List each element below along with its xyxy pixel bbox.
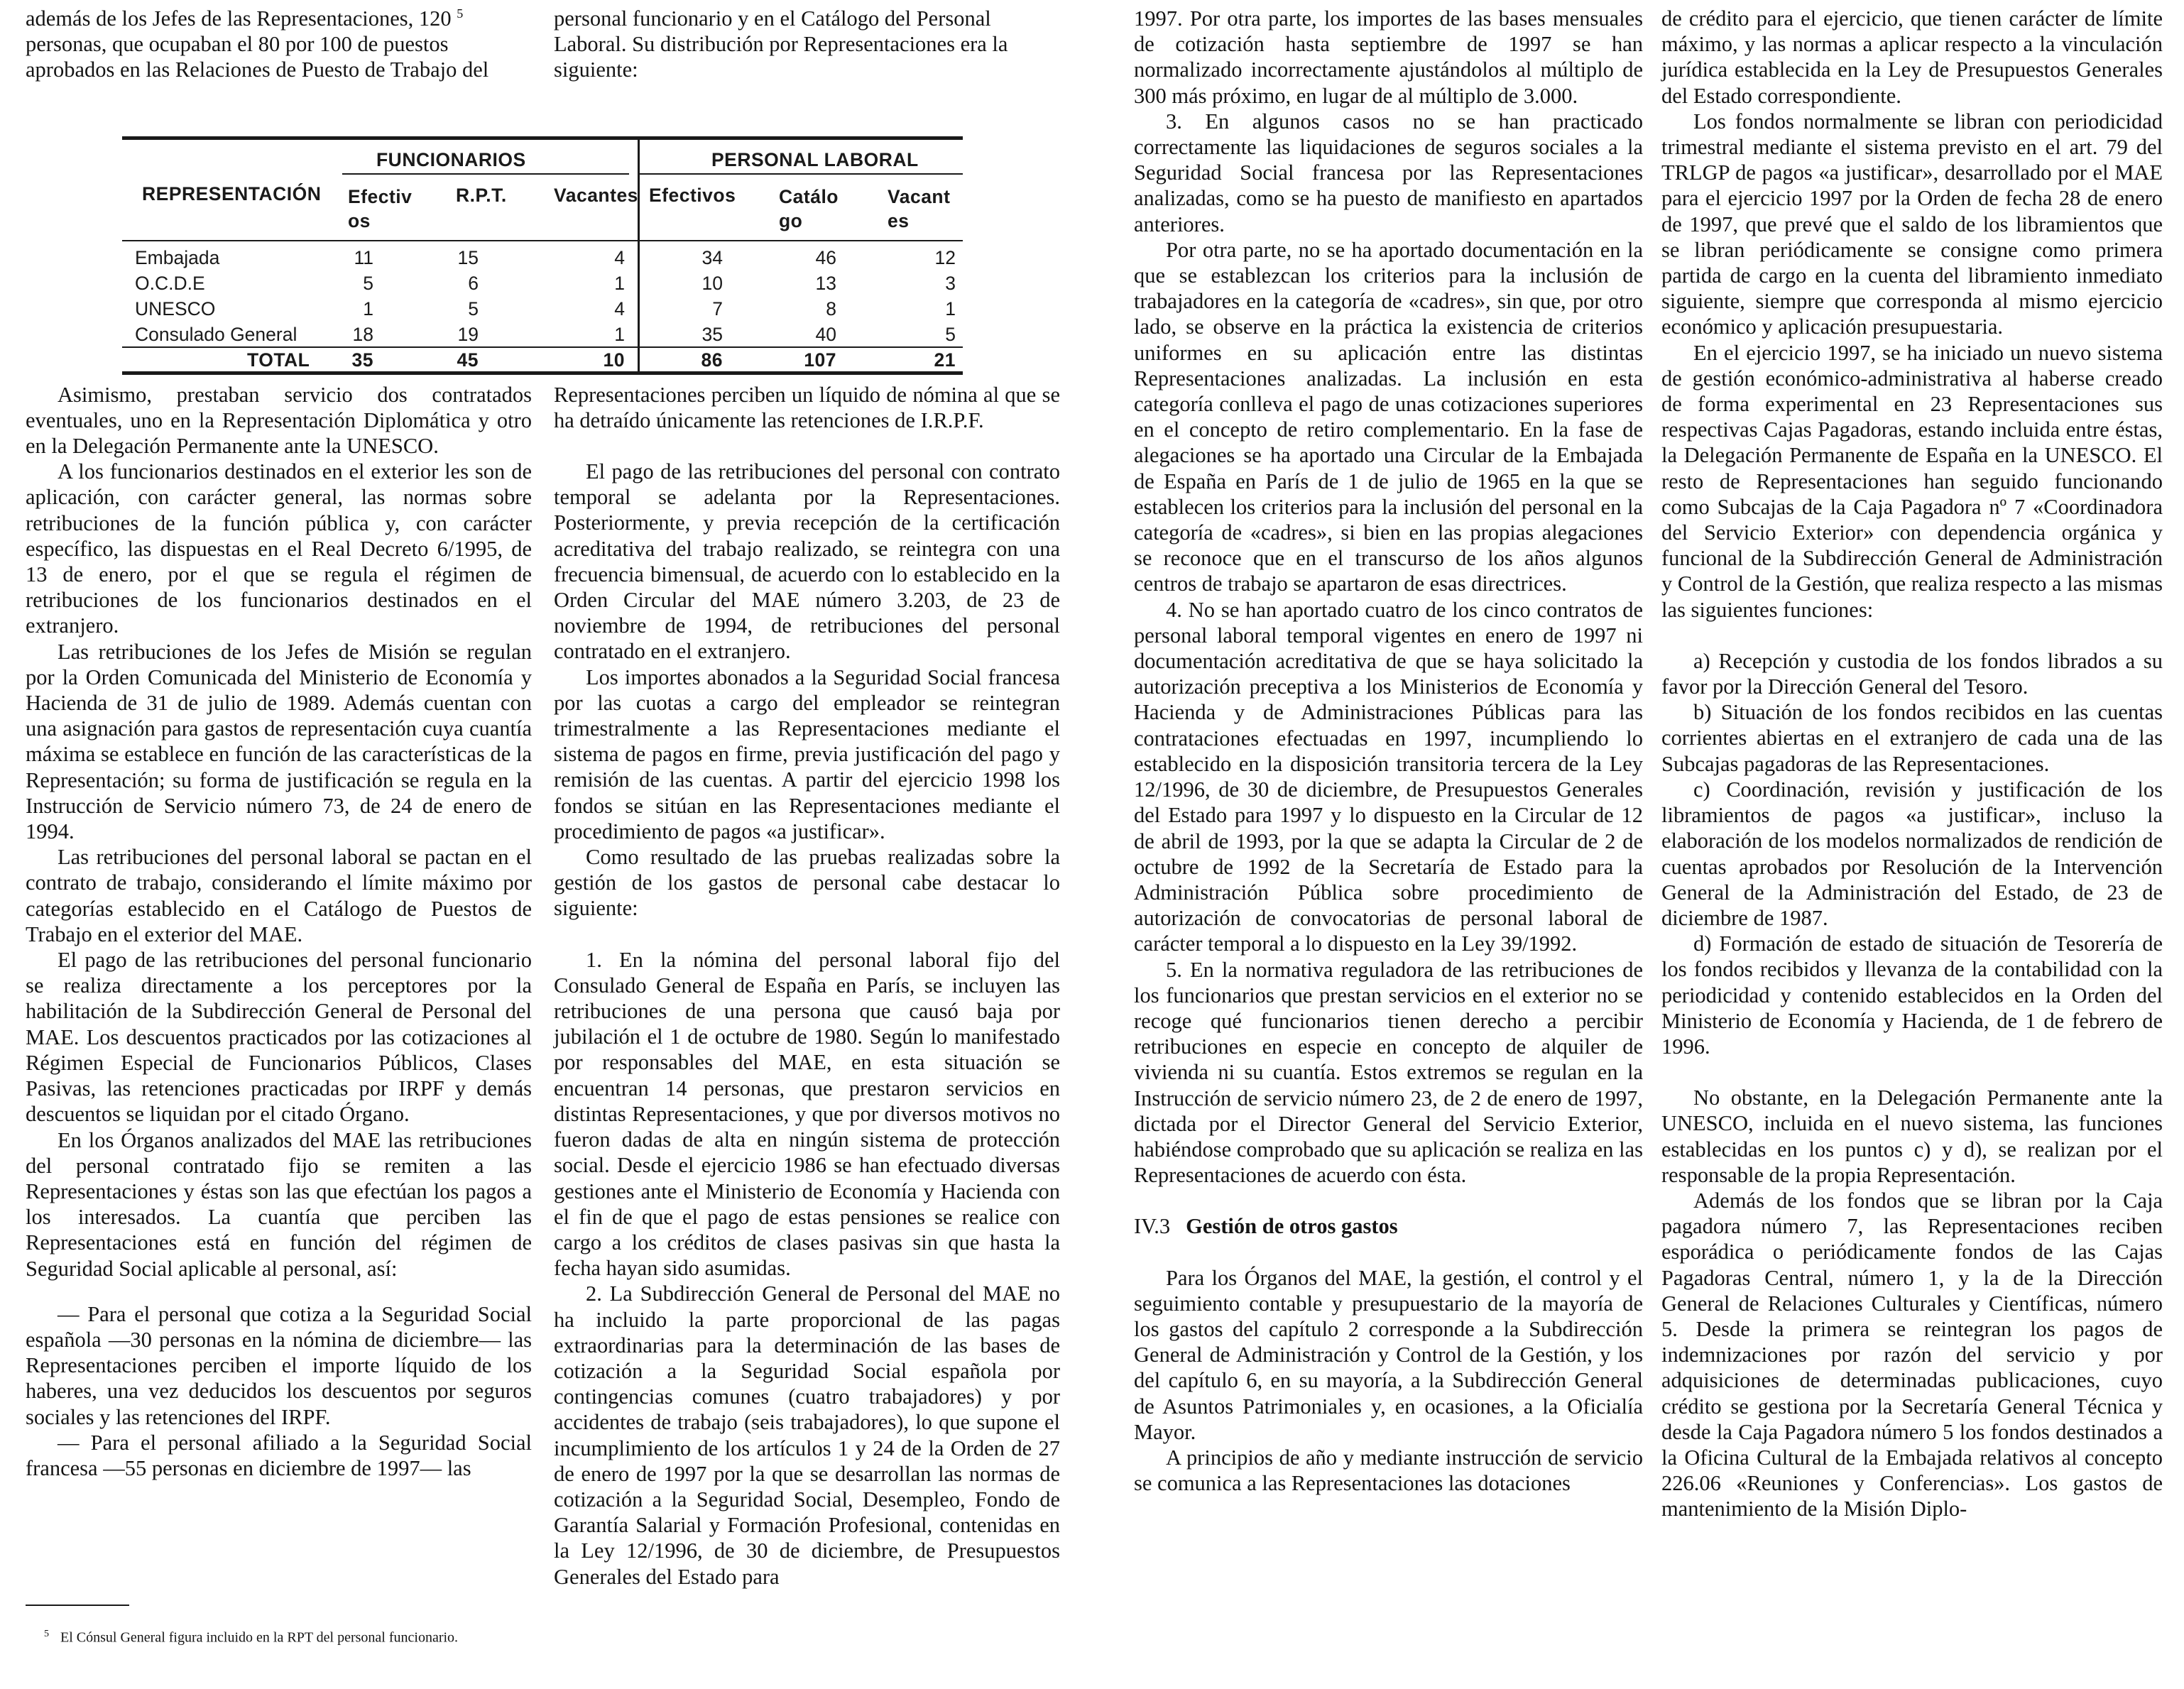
paragraph: Las retribuciones del personal laboral se pactan en el contrato de trabajo, considerando el límite máximo por categorías establecido en el Catálogo de Puestos de Trabajo en el exterior del MAE.	[26, 845, 532, 946]
total-label: TOTAL	[247, 349, 310, 371]
paragraph: En los Órganos analizados del MAE las retribuciones del personal contratado fijo se remiten a las Representaciones y éstas son las que efectúan los pagos a los interesados. La cuantía que perciben las Representaciones está en función del régimen de Seguridad Social aplicable al personal, así:	[26, 1127, 532, 1281]
table-bottom-rule	[122, 371, 963, 375]
subheader: Vacantes	[888, 186, 951, 231]
paragraph: Para los Órganos del MAE, la gestión, el control y el seguimiento contable y presupuestario de la mayoría de los gastos del capítulo 2 corresponde a la Subdirección General de Administración y Control de la Gestión, y los del capítulo 6, en su mayoría, a la Subdirección General de Asuntos Patrimoniales y, en ocasiones, a la Oficialía Mayor.	[1134, 1265, 1643, 1444]
group-laboral: PERSONAL LABORAL	[711, 149, 919, 170]
cell: 40	[815, 324, 836, 345]
paragraph: — Para el personal afiliado a la Seguridad Social francesa —55 personas en diciembre de 1997— las	[26, 1430, 532, 1480]
table-top-rule	[122, 136, 963, 140]
total-cell: 21	[934, 349, 956, 371]
subheader: Catálogo	[779, 186, 839, 231]
subheader: Efectivos	[649, 185, 736, 206]
cell: 4	[614, 247, 625, 268]
intro-line-3: aprobados en las Relaciones de Puesto de Trabajo del	[26, 58, 489, 82]
paragraph: de crédito para el ejercicio, que tienen carácter de límite máximo, y las normas a aplicar respecto a la vinculación jurídica establecida en la Ley de Presupuestos Generales del Estado correspondiente.	[1661, 6, 2163, 108]
cell: 35	[701, 324, 723, 345]
paragraph: Además de los fondos que se libran por la Caja pagadora número 7, las Representaciones reciben esporádica o periódicamente fondos de las Cajas Pagadoras Central, número 1, y la de la Dirección General de Relaciones Culturales y Científicas, número 5. Desde la primera se reintegran los pagos de indemnizaciones por razón del servicio y por adquisiciones de determinadas publicaciones, cuyo crédito se gestiona por la Secretaría General Técnica y desde la Caja Pagadora número 5 los fondos destinados a la Oficina Cultural de la Embajada relativos al concepto 226.06 «Reuniones y Conferencias». Los gastos de mantenimiento de la Misión Diplo-	[1661, 1188, 2163, 1521]
footnote-rule	[26, 1605, 129, 1606]
paragraph: Las retribuciones de los Jefes de Misión se regulan por la Orden Comunicada del Ministerio de Economía y Hacienda de 31 de julio de 1989. Además cuentan con una asignación para gastos de representación cuya cuantía máxima se establece en función de las características de la Representación; su forma de justificación se regula en la Instrucción de Servicio número 73, de 24 de enero de 1994.	[26, 639, 532, 844]
total-rule	[122, 346, 963, 348]
footnote-mark: 5	[44, 1629, 49, 1639]
intro-line-2: personas, que ocupaban el 80 por 100 de puestos	[26, 32, 449, 57]
section-title: Gestión de otros gastos	[1186, 1214, 1398, 1239]
cell: 5	[468, 298, 479, 319]
paragraph: No obstante, en la Delegación Permanente ante la UNESCO, incluida en el nuevo sistema, las funciones establecidas en los puntos c) y d), se realizan por el responsable de la propia Representación.	[1661, 1086, 2163, 1187]
subheader: Efectivos	[348, 186, 413, 231]
cell: 11	[354, 247, 373, 268]
numbered-paragraph: 3. En algunos casos no se han practicado correctamente las liquidaciones de seguros sociales a la Seguridad Social francesa por las Representaciones analizadas, como se ha puesto de manifiesto en apartados anteriores.	[1134, 109, 1643, 236]
total-cell: 35	[351, 349, 373, 371]
paragraph: Los fondos normalmente se libran con periodicidad trimestral mediante el sistema previsto en el art. 79 del TRLGP de pagos «a justificar», desarrollado por el MAE para el ejercicio 1997 por la Orden de fecha 28 de enero de 1997, que prevé que el saldo de los libramientos que se libran periódicamente se consigne como primera partida de cargo en la cuenta del libramiento inmediato siguiente, siempre que corresponda al mismo ejercicio económico y aplicación presupuestaria.	[1661, 109, 2163, 339]
section-heading	[1134, 1213, 1643, 1239]
subheader: R.P.T.	[456, 185, 507, 206]
total-cell: 10	[603, 349, 625, 371]
intro-line-1: además de los Jefes de las Representaciones, 120 $^5$	[26, 6, 464, 31]
intro-line-3: siguiente:	[554, 58, 638, 82]
cell: 6	[468, 273, 479, 294]
cell: 3	[945, 273, 956, 294]
paragraph: En el ejercicio 1997, se ha iniciado un nuevo sistema de gestión económico-administrativa al haberse creado de forma experimental en 23 Representaciones sus respectivas Cajas Pagadoras, estando incluida entre éstas, la Delegación Permanente de España en la UNESCO. El resto de Representaciones han seguido funcionando como Subcajas de la Caja Pagadora nº 7 «Coordinadora del Servicio Exterior» con dependencia orgánica y funcional de la Subdirección General de Administración y Control de la Gestión, que realiza respecto a las mismas las siguientes funciones:	[1661, 340, 2163, 622]
table-divider	[638, 136, 640, 375]
intro-line-1: personal funcionario y en el Catálogo del Personal	[554, 6, 991, 31]
paragraph: Los importes abonados a la Seguridad Social francesa por las cuotas a cargo del empleador se reintegran trimestralmente a las Representaciones mediante el sistema de pagos en firme, previa justificación del pago y remisión de las cuentas. A partir del ejercicio 1998 los fondos se sitúan en las Representaciones mediante el procedimiento de pagos «a justificar».	[554, 665, 1060, 843]
cell: 1	[363, 298, 373, 319]
footnote-ref: 5	[457, 6, 464, 21]
cell: 1	[945, 298, 956, 319]
group-funcionarios: FUNCIONARIOS	[376, 149, 526, 170]
numbered-paragraph: 5. En la normativa reguladora de las retribuciones de los funcionarios que prestan servicios en el exterior no se recoge qué funcionarios tienen derecho a percibir retribuciones en especie en concepto de alquiler de vivienda ni su cuantía. Estos extremos se regulan en la Instrucción de servicio número 23, de 2 de enero de 1997, dictada por el Director General del Servicio Exterior, habiéndose comprobado que su aplicación se realiza en las Representaciones de acuerdo con ésta.	[1134, 957, 1643, 1188]
cell: 13	[815, 273, 836, 294]
subheader: Vacantes	[554, 185, 638, 206]
col-representacion: REPRESENTACIÓN	[142, 183, 322, 204]
cell: 10	[701, 273, 723, 294]
numbered-paragraph: 1. En la nómina del personal laboral fijo del Consulado General de España en París, se incluyen las retribuciones de una persona que causó baja por jubilación el 1 de octubre de 1980. Según lo manifestado por responsables del MAE, en esta situación se encuentran 14 personas, que prestaron servicios en distintas Representaciones, y que por diversos motivos no fueron dadas de alta en ningún sistema de protección social. Desde el ejercicio 1986 se han efectuado diversas gestiones ante el Ministerio de Economía y Hacienda con el fin de que el pago de estas pensiones se realice con cargo a los créditos de clases pasivas sin que hasta la fecha hayan sido asumidas.	[554, 947, 1060, 1281]
paragraph: Como resultado de las pruebas realizadas sobre la gestión de los gastos de personal cabe destacar lo siguiente:	[554, 845, 1060, 921]
list-item: b) Situación de los fondos recibidos en las cuentas corrientes abiertas en el extranjero de cada una de las Subcajas pagadoras de las Representaciones.	[1661, 700, 2163, 776]
paragraph: 1997. Por otra parte, los importes de las bases mensuales de cotización hasta septiembre de 1997 se han normalizado incorrectamente ajustándolos al múltiplo de 300 más próximo, en lugar de al múltiplo de 3.000.	[1134, 6, 1643, 108]
paragraph: El pago de las retribuciones del personal funcionario se realiza directamente a los perceptores por la habilitación de la Subdirección General de Personal del MAE. Los descuentos practicados por las cotizaciones al Régimen Especial de Funcionarios Públicos, Clases Pasivas, las retenciones practicadas por IRPF y demás descuentos se liquidan por el citado Órgano.	[26, 948, 532, 1127]
laboral-rule	[638, 173, 963, 175]
paragraph: A principios de año y mediante instrucción de servicio se comunica a las Representaciones las dotaciones	[1134, 1445, 1643, 1496]
column-4	[1661, 6, 2163, 1522]
footnote-text: El Cónsul General figura incluido en la RPT del personal funcionario.	[60, 1629, 459, 1646]
cell: 19	[457, 324, 479, 345]
total-cell: 86	[701, 349, 723, 371]
paragraph: Asimismo, prestaban servicio dos contratados eventuales, uno en la Representación Diplomática y otro en la Delegación Permanente ante la UNESCO.	[26, 382, 532, 459]
cell: 7	[712, 298, 723, 319]
footnote	[44, 1626, 458, 1646]
paragraph: Representaciones perciben un líquido de nómina al que se ha detraído únicamente las retenciones de I.R.P.F.	[554, 382, 1060, 432]
cell: 15	[457, 247, 479, 268]
row-name: O.C.D.E	[135, 273, 205, 294]
intro-line-2: Laboral. Su distribución por Representaciones era la	[554, 32, 1008, 57]
numbered-paragraph: 2. La Subdirección General de Personal del MAE no ha incluido la parte proporcional de las pagas extraordinarias para la determinación de las bases de cotización a la Seguridad Social española por contingencias comunes (cuatro trabajadores) y por accidentes de trabajo (seis trabajadores), lo que supone el incumplimiento de los artículos 1 y 24 de la Orden de 27 de enero de 1997 por la que se desarrollan las normas de cotización a la Seguridad Social, Desempleo, Fondo de Garantía Salarial y Formación Profesional, contenidas en la Ley 12/1996, de 30 de diciembre, de Presupuestos Generales del Estado para	[554, 1281, 1060, 1589]
paragraph: A los funcionarios destinados en el exterior les son de aplicación, con carácter general, las normas sobre retribuciones de la función pública y, con carácter específico, las dispuestas en el Real Decreto 6/1995, de 13 de enero, por el que se regula el régimen de retribuciones de los funcionarios destinados en el extranjero.	[26, 459, 532, 638]
header-rule	[122, 240, 963, 241]
cell: 46	[815, 247, 836, 268]
cell: 1	[614, 324, 625, 345]
numbered-paragraph: 4. No se han aportado cuatro de los cinco contratos de personal laboral temporal vigentes en enero de 1997 ni documentación acreditativa de que se haya solicitado la autorización preceptiva a los Ministerios de Economía y Hacienda y de Administraciones Públicas para las contrataciones efectuadas en 1997, incumpliendo lo establecido en la disposición transitoria tercera de la Ley 12/1996, de 30 de diciembre, de Presupuestos Generales del Estado para 1997 y lo dispuesto en la Circular de 12 de abril de 1993, por la que se adapta la Circular de 2 de octubre de 1992 de la Secretaría de Estado para la Administración Pública sobre procedimiento de autorización de convocatorias de personal laboral de carácter temporal a lo dispuesto en la Ley 39/1992.	[1134, 597, 1643, 956]
row-name: UNESCO	[135, 298, 216, 319]
cell: 5	[945, 324, 956, 345]
section-number: IV.3	[1134, 1214, 1171, 1239]
paragraph: — Para el personal que cotiza a la Seguridad Social española —30 personas en la nómina de diciembre— las Representaciones perciben el importe líquido de los haberes, una vez deducidos los descuentos por seguros sociales y las retenciones del IRPF.	[26, 1301, 532, 1429]
paragraph: El pago de las retribuciones del personal con contrato temporal se adelanta por la Representaciones. Posteriormente, y previa recepción de la certificación acreditativa del trabajo realizado, se reintegra con una frecuencia bimensual, de acuerdo con lo establecido en la Orden Circular del MAE número 3.203, de 23 de noviembre de 1994, de retribuciones del personal contratado en el extranjero.	[554, 459, 1060, 664]
cell: 34	[701, 247, 723, 268]
total-cell: 107	[804, 349, 836, 371]
list-item: c) Coordinación, revisión y justificación de los libramientos de pagos «a justificar», incluso la elaboración de los modelos normalizados de rendición de cuentas aprobados por Resolución de la Intervención General de la Administración del Estado, de 23 de diciembre de 1987.	[1661, 777, 2163, 930]
cell: 5	[363, 273, 373, 294]
cell: 1	[614, 273, 625, 294]
list-item: a) Recepción y custodia de los fondos librados a su favor por la Dirección General del Tesoro.	[1661, 648, 2163, 699]
funcionarios-rule	[342, 173, 629, 175]
staff-distribution-table	[122, 136, 963, 375]
column-3	[1134, 6, 1643, 1496]
cell: 8	[826, 298, 836, 319]
cell: 12	[934, 247, 956, 268]
row-name: Consulado General	[135, 324, 297, 345]
list-item: d) Formación de estado de situación de Tesorería de los fondos recibidos y llevanza de la contabilidad con la periodicidad y contenido establecidos en la Orden del Ministerio de Economía y Hacienda, de 1 de febrero de 1996.	[1661, 931, 2163, 1059]
cell: 18	[352, 324, 373, 345]
total-cell: 45	[457, 349, 479, 371]
row-name: Embajada	[135, 247, 220, 268]
paragraph: Por otra parte, no se ha aportado documentación en la que se establezcan los criterios para la inclusión de trabajadores en la categoría de «cadres», sin que, por otro lado, se observe en la práctica la existencia de criterios uniformes en su aplicación entre las distintas Representaciones analizadas. La inclusión en esta categoría conlleva el pago de unas cotizaciones superiores en el concepto de retiro complementario. En la fase de alegaciones se ha aportado una Circular de la Embajada de España en París de 1 de julio de 1965 en la que se establecen los criterios para la inclusión del personal en la categoría de «cadres», si bien en las propias alegaciones se reconoce que en el transcurso de los años algunos centros de trabajo se apartaron de esas directrices.	[1134, 237, 1643, 596]
cell: 4	[614, 298, 625, 319]
